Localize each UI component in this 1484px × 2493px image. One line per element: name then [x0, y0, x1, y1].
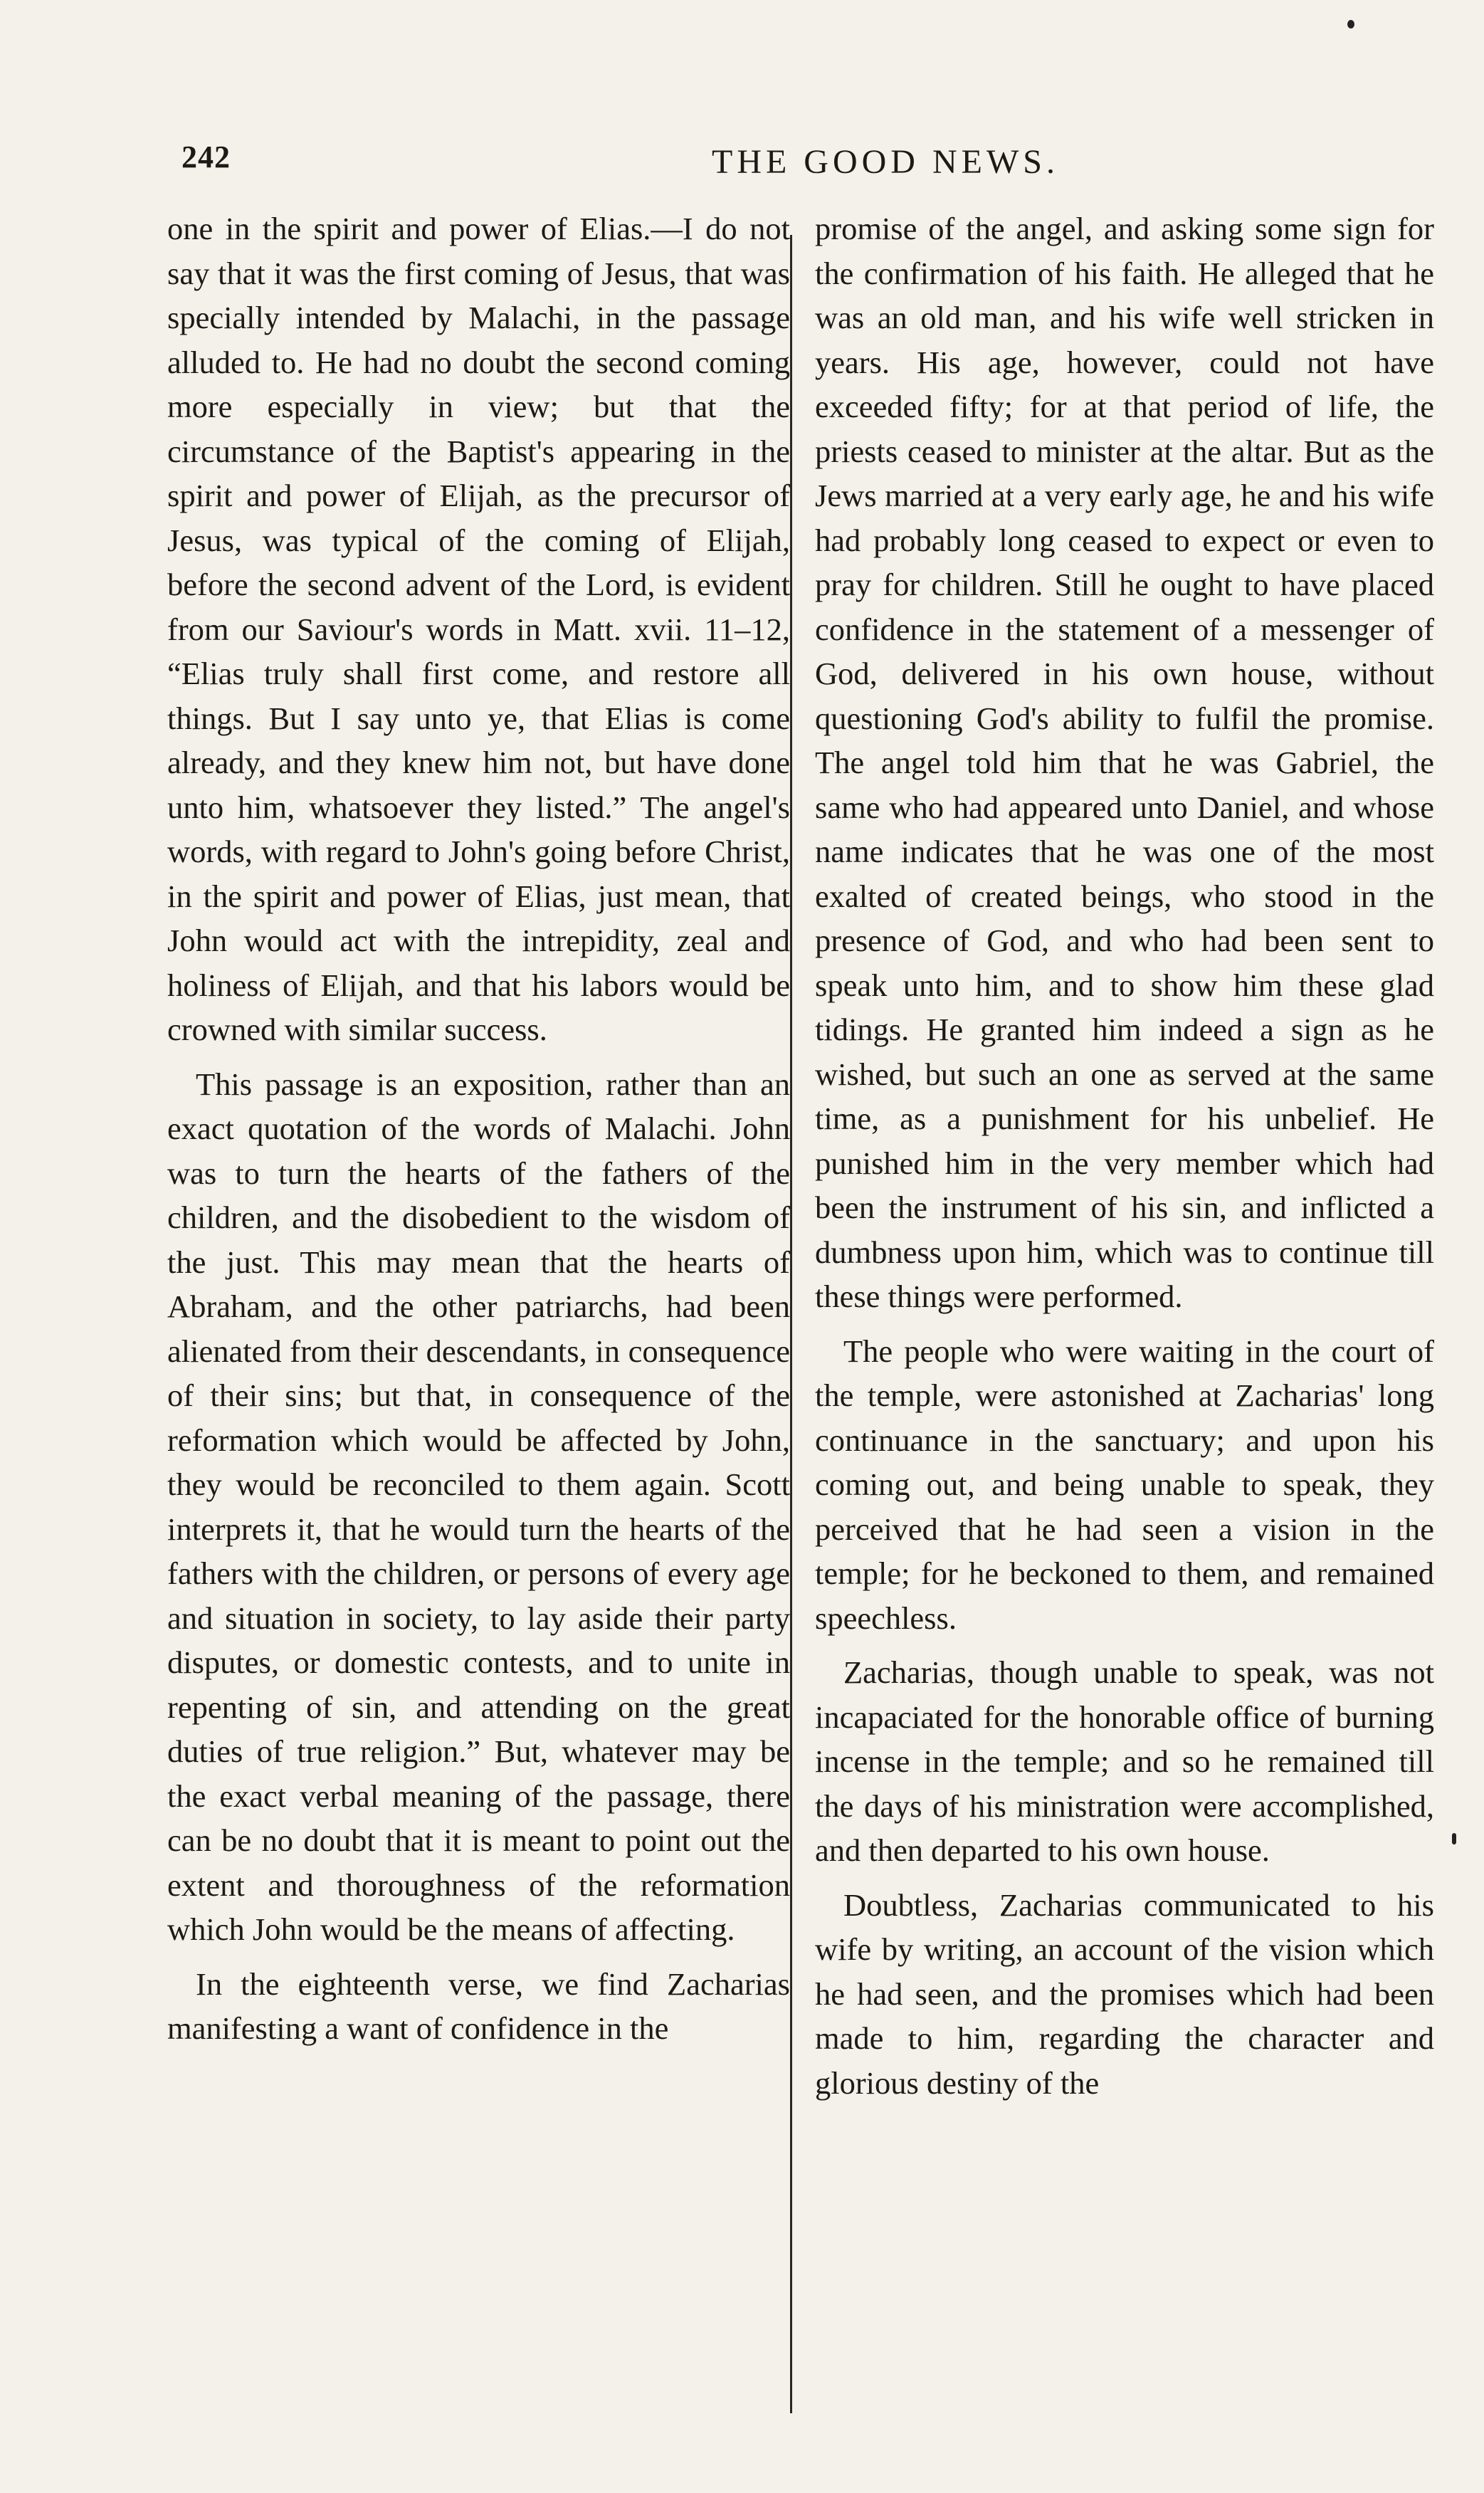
- page-number: 242: [181, 140, 231, 174]
- column-divider: [790, 235, 792, 2413]
- left-paragraph-1: one in the spirit and power of Elias.—I do not say that it was the first coming of Jesus, that was specially intended by Malachi, in the passage alluded to. He had no doubt the second coming more especially in view; but that the circumstance of the Baptist's appearing in the spirit and power of Elijah, as the precursor of Jesus, was typical of the coming of Elijah, before the second advent of the Lord, is evident from our Saviour's words in Matt. xvii. 11–12, “Elias truly shall first come, and restore all things. But I say unto ye, that Elias is come already, and they knew him not, but have done unto him, whatsoever they listed.” The angel's words, with regard to John's going before Christ, in the spirit and power of Elias, just mean, that John would act with the intrepidity, zeal and holiness of Elijah, and that his labors would be crowned with similar success.: [167, 211, 790, 1047]
- left-paragraph-2: This passage is an exposition, rather than an exact quotation of the words of Malachi. John was to turn the hearts of the fathers of the children, and the disobedient to the wisdom of the just. This may mean that the hearts of Abraham, and the other patriarchs, had been alienated from their descendants, in consequence of their sins; but that, in consequence of the reformation which would be affected by John, they would be reconciled to them again. Scott interprets it, that he would turn the hearts of the fathers with the children, or persons of every age and situation in society, to lay aside their party disputes, or domestic contests, and to unite in repenting of sin, and attending on the great duties of true religion.” But, whatever may be the exact verbal meaning of the passage, there can be no doubt that it is meant to point out the extent and thoroughness of the reformation which John would be the means of affecting.: [167, 1066, 790, 1947]
- right-paragraph-1: promise of the angel, and asking some sign for the confirmation of his faith. He alleged that he was an old man, and his wife well stricken in years. His age, however, could not have exceeded fifty; for at that period of life, the priests ceased to minister at the altar. But as the Jews married at a very early age, he and his wife had probably long ceased to expect or even to pray for children. Still he ought to have placed confidence in the statement of a messenger of God, delivered in his own house, without questioning God's ability to fulfil the promise. The angel told him that he was Gabriel, the same who had appeared unto Daniel, and whose name indicates that he was one of the most exalted of created beings, who stood in the presence of God, and who had been sent to speak unto him, and to show him these glad tidings. He granted him indeed a sign as he wished, but such an one as served at the same time, as a punishment for his unbelief. He punished him in the very member which had been the instrument of his sin, and inflicted a dumbness upon him, which was to continue till these things were performed.: [815, 211, 1434, 1314]
- right-text-column: [815, 206, 1434, 2105]
- right-paragraph-3: Zacharias, though unable to speak, was not incapaciated for the honorable office of burning incense in the temple; and so he remained till the days of his ministration were accomplished, and then departed to his own house.: [815, 1654, 1434, 1868]
- right-paragraph-2: The people who were waiting in the court of the temple, were astonished at Zacharias' long continuance in the sanctuary; and upon his coming out, and being unable to speak, they perceived that he had seen a vision in the temple; for he beckoned to them, and remained speechless.: [815, 1333, 1434, 1636]
- left-text-column: [167, 206, 790, 2051]
- ink-speck: [1452, 1833, 1456, 1844]
- ink-speck: [1347, 20, 1354, 28]
- right-paragraph-4: Doubtless, Zacharias communicated to his wife by writing, an account of the vision which he had seen, and the promises which had been made to him, regarding the character and glorious destiny of the: [815, 1886, 1434, 2101]
- running-title: THE GOOD NEWS.: [712, 143, 1059, 181]
- left-paragraph-3: In the eighteenth verse, we find Zacharias manifesting a want of confidence in the: [167, 1965, 790, 2046]
